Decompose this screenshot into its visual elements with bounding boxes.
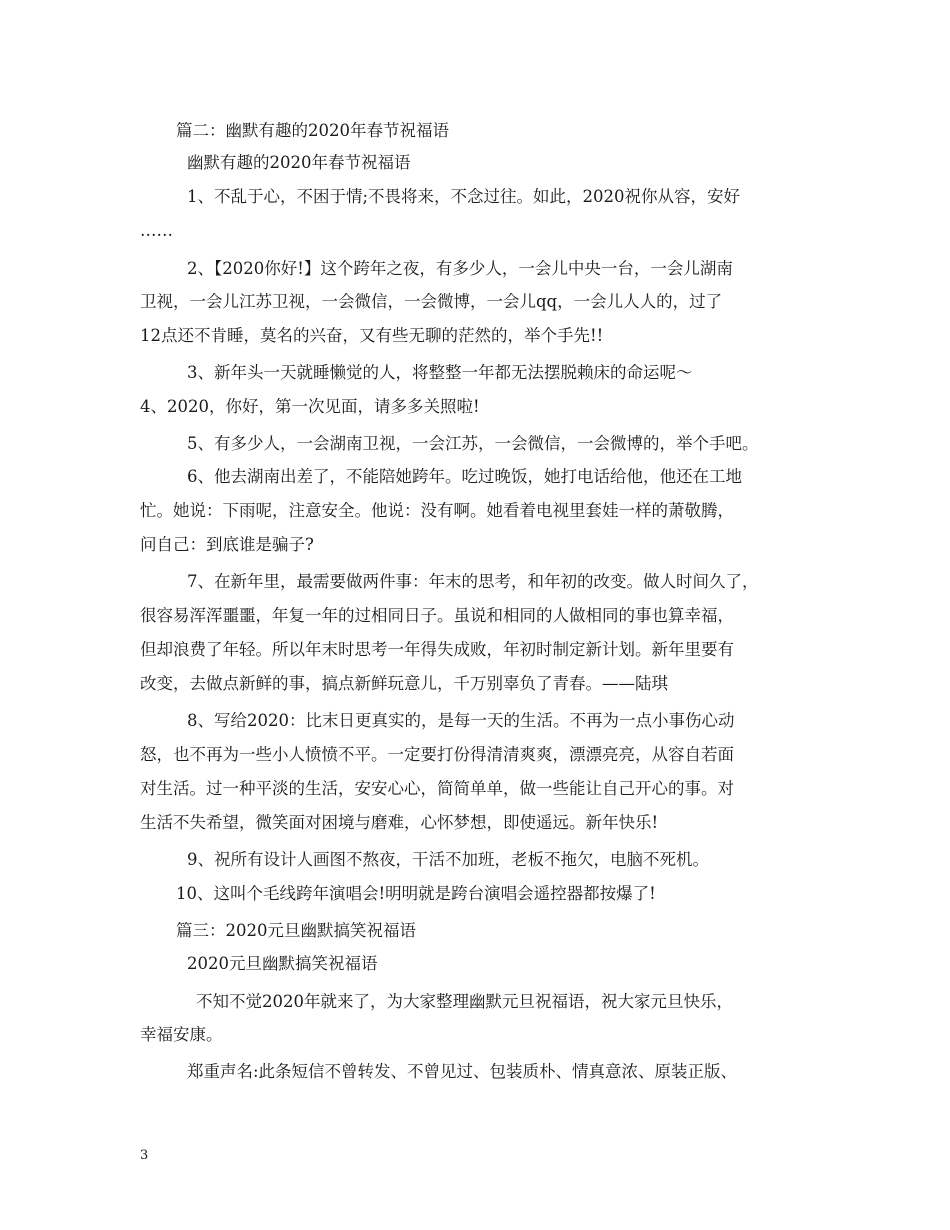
paragraph-line: 7、在新年里，最需要做两件事：年末的思考，和年初的改变。做人时间久了， bbox=[187, 572, 759, 591]
paragraph-line: 郑重声名:此条短信不曾转发、不曾见过、包装质朴、情真意浓、原装正版、 bbox=[187, 1062, 738, 1081]
section-heading-2: 篇二：幽默有趣的2020年春节祝福语 bbox=[176, 121, 449, 140]
paragraph-line: 很容易浑浑噩噩，年复一年的过相同日子。虽说和相同的人做相同的事也算幸福， bbox=[140, 606, 734, 625]
paragraph-line: 3、新年头一天就睡懒觉的人，将整整一年都无法摆脱赖床的命运呢～ bbox=[187, 363, 693, 382]
paragraph-line: 5、有多少人，一会湖南卫视，一会江苏，一会微信，一会微博的，举个手吧。 bbox=[187, 434, 759, 453]
paragraph-line: 但却浪费了年轻。所以年末时思考一年得失成败，年初时制定新计划。新年里要有 bbox=[140, 640, 734, 659]
paragraph-line: 9、祝所有设计人画图不熬夜，干活不加班，老板不拖欠，电脑不死机。 bbox=[187, 850, 709, 869]
section-heading-3: 篇三：2020元旦幽默搞笑祝福语 bbox=[176, 921, 416, 940]
paragraph-line: 忙。她说：下雨呢，注意安全。他说：没有啊。她看着电视里套娃一样的萧敬腾， bbox=[140, 501, 734, 520]
paragraph-line: 生活不失希望，微笑面对困境与磨难，心怀梦想，即使遥远。新年快乐! bbox=[140, 813, 659, 832]
paragraph-line: 1、不乱于心，不困于情;不畏将来，不念过往。如此，2020祝你从容，安好 bbox=[187, 187, 741, 206]
paragraph-line: 8、写给2020：比末日更真实的，是每一天的生活。不再为一点小事伤心动 bbox=[187, 711, 735, 730]
page-number: 3 bbox=[140, 1148, 149, 1163]
paragraph-line: 卫视，一会儿江苏卫视，一会微信，一会微博，一会儿qq，一会儿人人的，过了 bbox=[140, 292, 723, 311]
paragraph-line: 对生活。过一种平淡的生活，安安心心，简简单单，做一些能让自己开心的事。对 bbox=[140, 779, 734, 798]
subtitle-3: 2020元旦幽默搞笑祝福语 bbox=[187, 954, 378, 973]
paragraph-line: 幸福安康。 bbox=[140, 1025, 223, 1044]
paragraph-line: 10、这叫个毛线跨年演唱会!明明就是跨台演唱会遥控器都按爆了! bbox=[176, 884, 656, 903]
paragraph-line: 12点还不肯睡，莫名的兴奋，又有些无聊的茫然的，举个手先!! bbox=[140, 326, 604, 345]
subtitle-2: 幽默有趣的2020年春节祝福语 bbox=[187, 153, 411, 172]
paragraph-line: 不知不觉2020年就来了，为大家整理幽默元旦祝福语，祝大家元旦快乐， bbox=[196, 992, 733, 1011]
paragraph-line: 怒，也不再为一些小人愤愤不平。一定要打份得清清爽爽，漂漂亮亮，从容自若面 bbox=[140, 745, 734, 764]
paragraph-line: …… bbox=[140, 221, 173, 240]
paragraph-line: 2、【2020你好!】这个跨年之夜，有多少人，一会儿中央一台，一会儿湖南 bbox=[187, 259, 733, 278]
paragraph-line: 改变，去做点新鲜的事，搞点新鲜玩意儿，千万别辜负了青春。——陆琪 bbox=[140, 674, 668, 693]
paragraph-line: 问自己：到底谁是骗子? bbox=[140, 535, 314, 554]
paragraph-line: 4、2020，你好，第一次见面，请多多关照啦! bbox=[140, 397, 480, 416]
paragraph-line: 6、他去湖南出差了，不能陪她跨年。吃过晚饭，她打电话给他，他还在工地 bbox=[187, 467, 742, 486]
